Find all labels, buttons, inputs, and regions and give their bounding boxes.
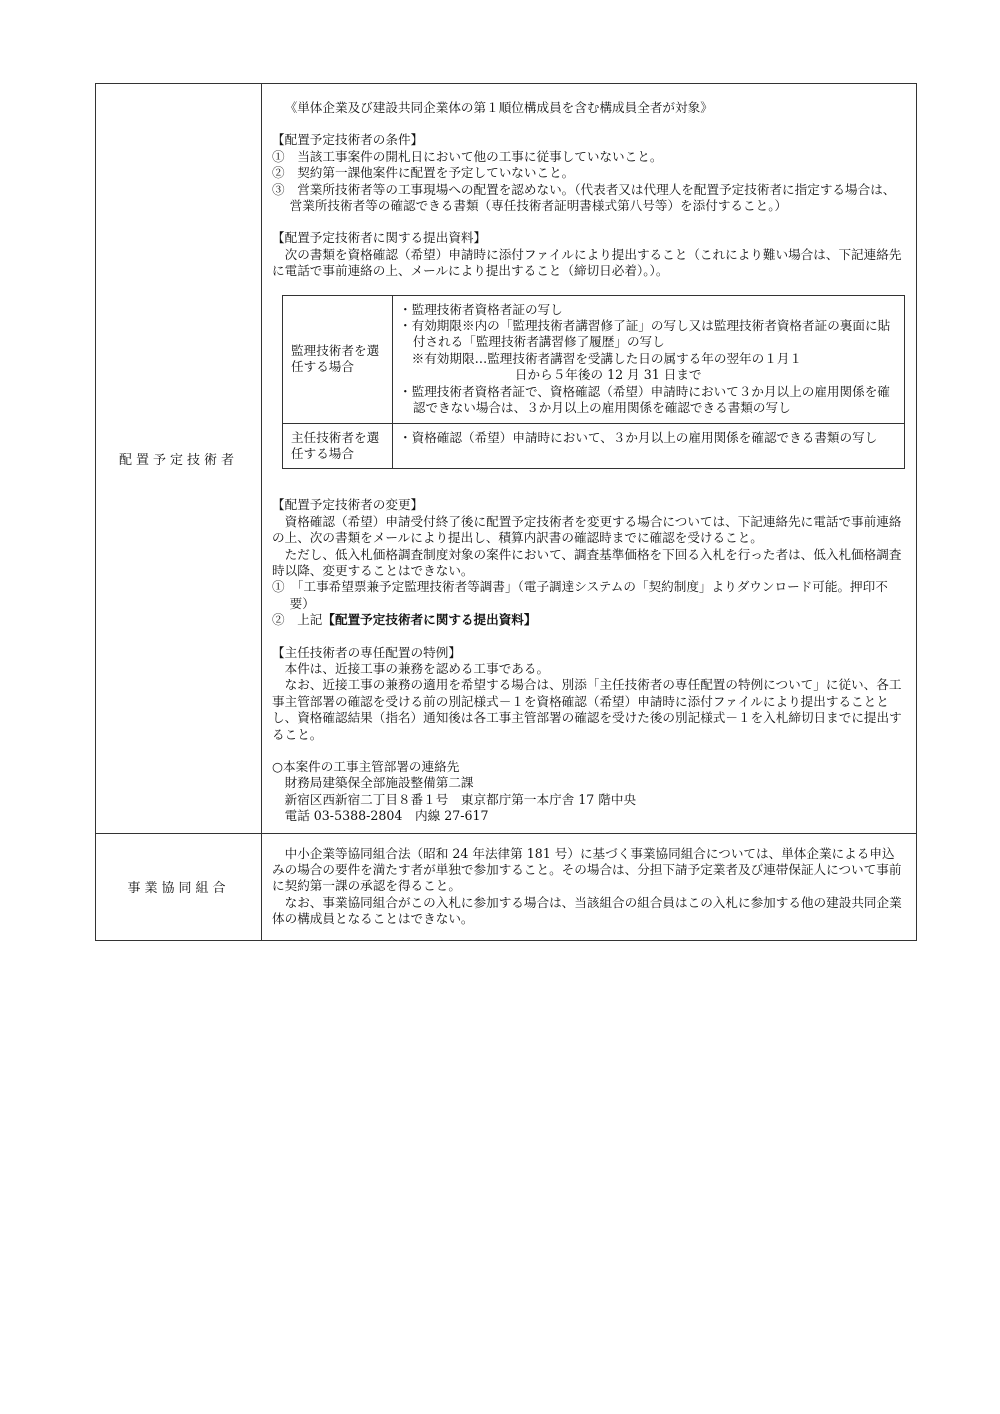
change-body: 資格確認（希望）申請受付終了後に配置予定技術者を変更する場合については、下記連絡先に電話で事前連絡の上、次の書類をメールにより提出し、積算内訳書の確認時までに確認を受けること。 <box>272 513 902 546</box>
row-content-assigned-engineer <box>262 84 917 834</box>
row-assigned-engineer <box>96 84 917 834</box>
documents-row-supervising <box>283 295 905 423</box>
documents-row-label: 主任技術者を選任する場合 <box>283 423 393 469</box>
documents-row-items <box>393 295 905 423</box>
contact-phone: 電話 03-5388-2804 内線 27-617 <box>284 808 489 824</box>
change-item-bold: 【配置予定技術者に関する提出資料】 <box>322 612 537 628</box>
document-item: ・監理技術者資格者証の写し <box>399 301 563 317</box>
validity-note-cont: 日から５年後の 12 月 31 日まで <box>514 367 702 383</box>
documents-heading: 【配置予定技術者に関する提出資料】 <box>272 230 487 246</box>
change-item-prefix: ② 上記 <box>272 612 323 628</box>
condition-item: ③ 営業所技術者等の工事現場への配置を認めない。（代表者又は代理人を配置予定技術者に指定する場合は、営業所技術者等の確認できる書類（専任技術者証明書様式第八号等）を添付すること。） <box>272 181 896 214</box>
row-label-assigned-engineer: 配置予定技術者 <box>96 84 262 834</box>
change-body: ただし、低入札価格調査制度対象の案件において、調査基準価格を下回る入札を行った者は、低入札価格調査時以降、変更することはできない。 <box>272 546 902 578</box>
condition-item: ① 当該工事案件の開札日において他の工事に従事していないこと。 <box>272 148 663 164</box>
row-cooperative <box>96 833 917 940</box>
requirements-table <box>95 83 917 941</box>
documents-row-items <box>393 423 905 469</box>
row-label-cooperative: 事業協同組合 <box>96 833 262 940</box>
documents-table <box>282 295 905 470</box>
cooperative-body: なお、事業協同組合がこの入札に参加する場合は、当該組合の組合員はこの入札に参加する他の建設共同企業体の構成員となることはできない。 <box>272 894 902 927</box>
change-item <box>272 612 906 628</box>
special-body: 本件は、近接工事の兼務を認める工事である。 <box>284 660 550 676</box>
validity-note: ※有効期限…監理技術者講習を受講した日の属する年の翌年の１月１ <box>411 350 803 366</box>
document-item: ・監理技術者資格者証で、資格確認（希望）申請時において３か月以上の雇用関係を確認できない場合は、３か月以上の雇用関係を確認できる書類の写し <box>399 383 890 416</box>
condition-item: ② 契約第一課他案件に配置を予定していないこと。 <box>272 165 575 181</box>
documents-row-label: 監理技術者を選任する場合 <box>283 295 393 423</box>
contact-dept: 財務局建築保全部施設整備第二課 <box>284 775 474 791</box>
special-body: なお、近接工事の兼務の適用を希望する場合は、別添「主任技術者の専任配置の特例について」に従い、各工事主管部署の確認を受ける前の別記様式－１を資格確認（希望）申請時に添付ファイルにより提出することとし、資格確認結果（指名）通知後は各工事主管部署の確認を受けた後の別記様式－１を入札締切日までに提出すること。 <box>272 677 902 742</box>
row-content-cooperative <box>262 833 917 940</box>
cooperative-body: 中小企業等協同組合法（昭和 24 年法律第 181 号）に基づく事業協同組合については、単体企業による申込みの場合の要件を満たす者が単独で参加すること。その場合は、分担下請予定業者及び連帯保証人について事前に契約第一課の承認を得ること。 <box>272 845 902 894</box>
documents-body: 次の書類を資格確認（希望）申請時に添付ファイルにより提出すること（これにより難い場合は、下記連絡先に電話で事前連絡の上、メールにより提出すること（締切日必着）。）。 <box>272 246 902 279</box>
change-heading: 【配置予定技術者の変更】 <box>272 497 424 513</box>
documents-row-chief <box>283 423 905 469</box>
special-heading: 【主任技術者の専任配置の特例】 <box>272 644 461 660</box>
conditions-heading: 【配置予定技術者の条件】 <box>272 132 424 148</box>
contact-heading: ○本案件の工事主管部署の連絡先 <box>272 759 460 774</box>
contact-address: 新宿区西新宿二丁目８番１号 東京都庁第一本庁舎 17 階中央 <box>284 791 637 807</box>
target-note: 《単体企業及び建設共同企業体の第１順位構成員を含む構成員全者が対象》 <box>284 100 713 115</box>
change-item: ① 「工事希望票兼予定監理技術者等調書」（電子調達システムの「契約制度」よりダウンロード可能。押印不要） <box>272 579 888 611</box>
document-item: ・有効期限※内の「監理技術者講習修了証」の写し又は監理技術者資格者証の裏面に貼付される「監理技術者講習修了履歴」の写し <box>399 318 891 350</box>
document-item: ・資格確認（希望）申請時において、３か月以上の雇用関係を確認できる書類の写し <box>399 429 878 445</box>
